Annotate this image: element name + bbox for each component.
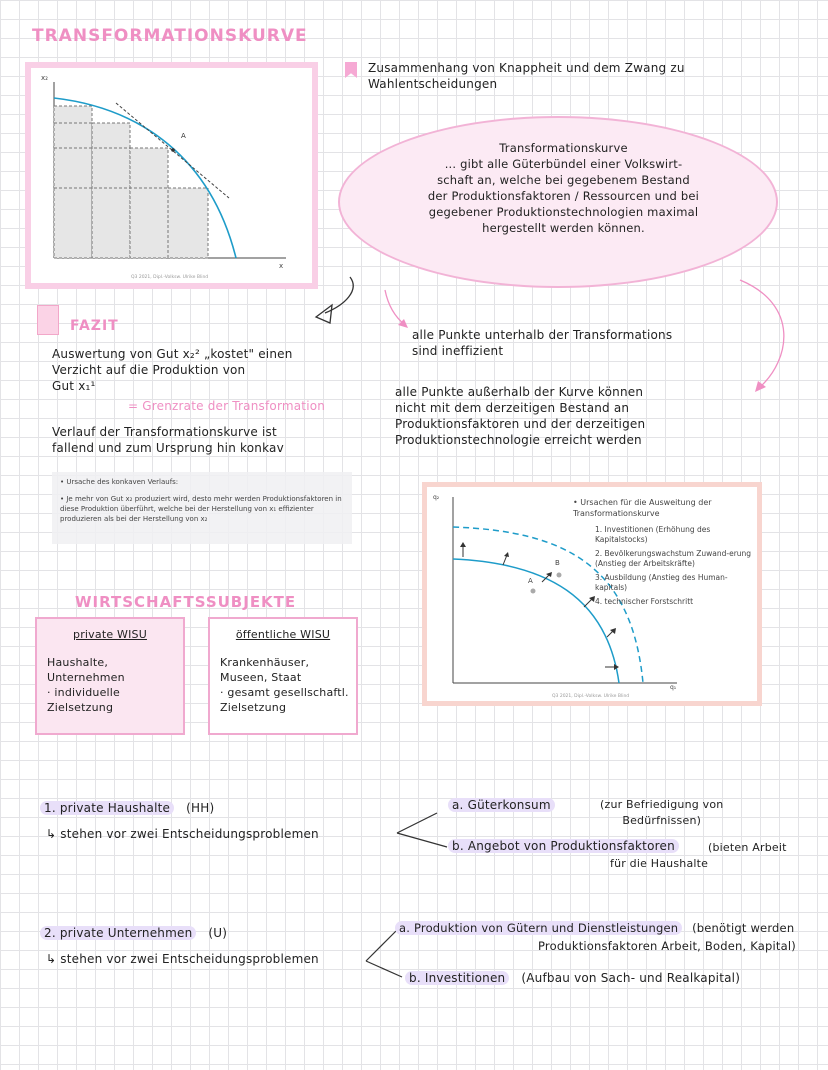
outside-line: alle Punkte außerhalb der Kurve können [395,385,644,399]
point-b-marker [557,573,562,578]
causes-heading-text: Ursachen für die Ausweitung der Transformationskurve [573,498,712,518]
unternehmen-sub: ↳ stehen vor zwei Entscheidungsproblemen [46,952,319,966]
verlauf-note [52,424,372,456]
shift-arrow [503,555,507,565]
transformation-curve-chart [31,68,312,283]
concave-body: • Je mehr von Gut x₂ produziert wird, desto mehr werden Produktionsfaktoren in diese Produktion überführt, welche bei der Herstellung von x₁ effizienter produzieren als bei der Herstellung von x₂ [60,495,342,523]
private-wisu-line: Zielsetzung [47,701,114,714]
definition-line: ... gibt alle Güterbündel einer Volkswirt- [444,157,683,171]
haushalte-option-b [448,838,679,854]
cause-item: 4. technischer Forstschritt [595,597,694,606]
inefficient-line: alle Punkte unterhalb der Transformations [412,328,673,342]
cause-item: 2. Bevölkerungswachstum Zuwand-erung (Anstieg der Arbeitskräfte) [595,549,752,568]
haushalte-b-note-line: (bieten Arbeit [708,841,787,854]
x-axis-label: x [279,262,284,270]
point-b-label: B [555,559,560,567]
unternehmen-heading [40,925,227,941]
private-wisu-heading: private WISU [73,628,147,641]
definition-line: hergestellt werden können. [482,221,645,235]
inefficient-note [412,327,812,359]
point-a-marker [171,148,175,152]
haushalte-b-note [708,840,787,856]
outside-line: nicht mit dem derzeitigen Bestand an [395,401,630,415]
haushalte-title: 1. private Haushalte [40,801,174,815]
verlauf-line: Verlauf der Transformationskurve ist [52,425,277,439]
definition-heading: Transformationskurve [499,141,628,155]
haushalte-sub: ↳ stehen vor zwei Entscheidungsproblemen [46,827,319,841]
unternehmen-option-a [395,920,820,936]
outside-line: Produktionstechnologie erreicht werden [395,433,642,447]
expansion-figure [422,482,762,706]
concave-title: • Ursache des konkaven Verlaufs: [60,478,179,486]
private-wisu-line: Haushalte, [47,656,109,669]
step-bar-3 [130,148,168,258]
figure-credit: Q3 2021, Dipl.-Volksw. Ulrike Blind [552,694,630,699]
y-axis-label: q₂ [433,494,440,501]
point-a-label: A [528,577,533,585]
page-title: TRANSFORMATIONSKURVE [32,26,308,46]
unternehmen-option-b [405,970,740,986]
wirtschaftssubjekte-title: WIRTSCHAFTSSUBJEKTE [75,593,297,611]
haushalte-a-note-line: (zur Befriedigung von [600,798,724,811]
outside-line: Produktionsfaktoren und der derzeitigen [395,417,646,431]
relation-line-2: Wahlentscheidungen [368,77,498,91]
relation-note [368,60,818,92]
haushalte-heading [40,800,214,816]
point-a-marker [531,589,536,594]
bookmark-icon [345,62,357,78]
verlauf-line: fallend und zum Ursprung hin konkav [52,441,284,455]
fazit-text [52,346,372,394]
step-bar-2 [92,123,130,258]
unternehmen-abbr: (U) [208,926,228,940]
definition-line: schaft an, welche bei gegebenem Bestand [437,173,690,187]
point-a-label: A [181,132,186,140]
unternehmen-title: 2. private Unternehmen [40,926,196,940]
fazit-label: FAZIT [70,318,119,334]
public-wisu-line: · gesamt gesellschaftl. [220,686,349,699]
unternehmen-a-note-2: Produktionsfaktoren Arbeit, Boden, Kapital) [538,939,796,953]
definition-line: der Produktionsfaktoren / Ressourcen und bei [427,189,700,203]
public-wisu-list [220,655,356,715]
inefficient-line: sind ineffizient [412,344,504,358]
haushalte-option-a [448,797,555,813]
arrow-to-inefficient [385,290,405,325]
public-wisu-line: Zielsetzung [220,701,287,714]
public-wisu-line: Museen, Staat [220,671,302,684]
causes-heading: • Ursachen für die Ausweitung der Transformationskurve [573,498,712,518]
causes-list [595,525,758,607]
fazit-marker-icon [37,305,59,335]
private-wisu-list [47,655,183,715]
definition-line: gegebener Produktionstechnologien maximal [428,205,699,219]
x-axis-label: q₁ [670,684,677,691]
outside-note [395,384,815,448]
private-wisu-line: · individuelle [47,686,121,699]
y-axis-label: x₂ [41,74,48,82]
relation-line-1: Zusammenhang von Knappheit und dem Zwang zu [368,61,685,75]
fazit-line: Verzicht auf die Produktion von [52,363,246,377]
haushalte-a-note [600,797,723,829]
fazit-line: Gut x₁¹ [52,379,96,393]
unternehmen-b-text: b. Investitionen [405,971,509,985]
public-wisu-line: Krankenhäuser, [220,656,310,669]
haushalte-b-note-2: für die Haushalte [610,857,709,870]
haushalte-a-note-line: Bedürfnissen) [622,814,702,827]
step-bar-4 [168,188,208,258]
haushalte-branch [395,805,455,855]
concave-title-text: Ursache des konkaven Verlaufs: [66,478,179,486]
public-wisu-heading: öffentliche WISU [235,628,331,641]
unternehmen-a-note-line: (benötigt werden [692,921,795,935]
cause-item: 1. Investitionen (Erhöhung des Kapitalstocks) [595,525,711,544]
transformation-curve-figure [25,62,318,289]
cause-item: 3. Ausbildung (Anstieg des Human-kapitals) [595,573,728,592]
private-wisu-box [35,617,185,735]
concave-body-text: Je mehr von Gut x₂ produziert wird, desto mehr werden Produktionsfaktoren in diese Produktion überführt, welche bei der Herstellung von x₁ effizienter produzieren als bei der Herstellung von x₂ [60,495,342,523]
fazit-line: Auswertung von Gut x₂² „kostet" einen [52,347,293,361]
unternehmen-a-text: a. Produktion von Gütern und Dienstleistungen [395,921,682,935]
concave-explanation [52,472,352,544]
grenzrate-note: = Grenzrate der Transformation [128,399,326,413]
figure-credit: Q3 2021, Dipl.-Volksw. Ulrike Blind [131,275,209,280]
shift-arrow [607,631,613,637]
definition-text [366,140,761,236]
haushalte-abbr: (HH) [186,801,215,815]
haushalte-a-text: a. Güterkonsum [448,798,555,812]
public-wisu-box [208,617,358,735]
haushalte-b-text: b. Angebot von Produktionsfaktoren [448,839,679,853]
unternehmen-b-note: (Aufbau von Sach- und Realkapital) [521,971,741,985]
step-bar-1 [54,106,92,258]
expansion-causes [573,497,758,607]
private-wisu-line: Unternehmen [47,671,125,684]
